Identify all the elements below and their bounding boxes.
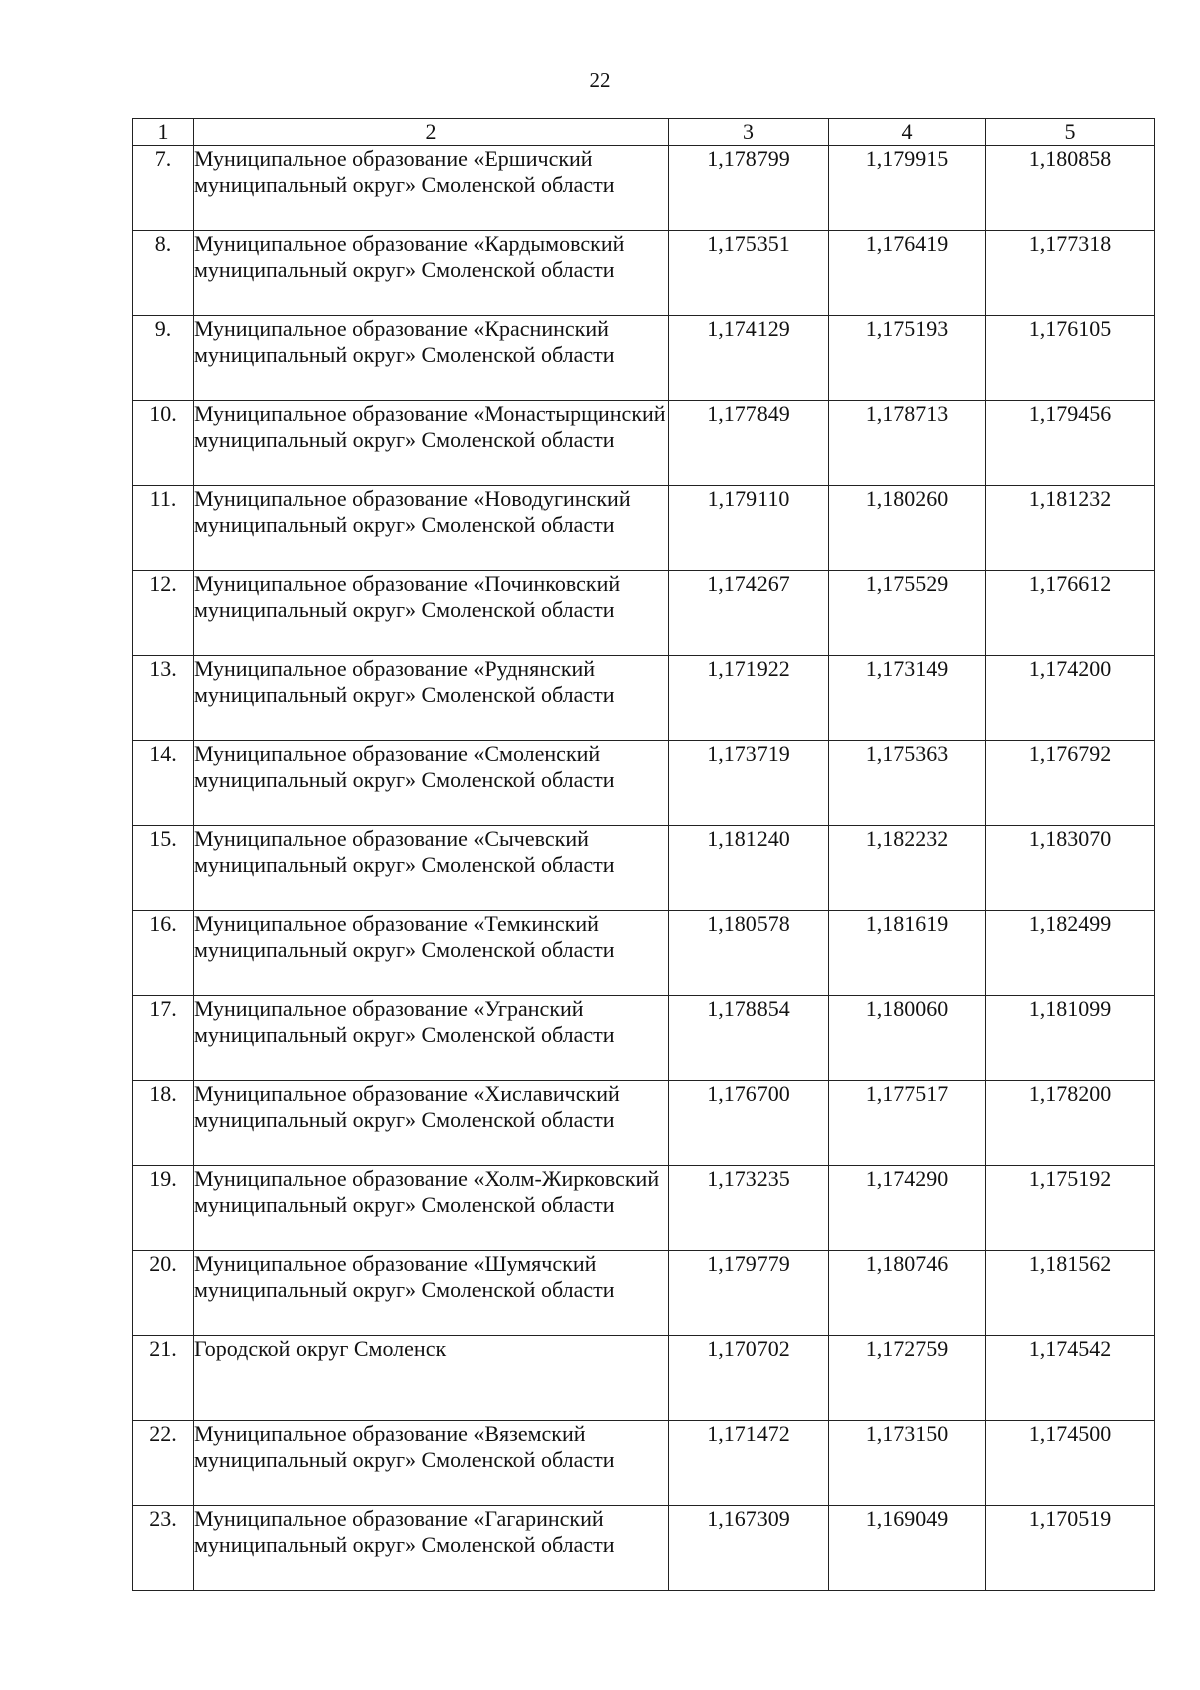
value-cell-col5: 1,183070 [986,826,1155,911]
value-cell-col3: 1,167309 [669,1506,829,1591]
table-row [133,1506,1155,1591]
value-cell-col3: 1,181240 [669,826,829,911]
value-cell-col3: 1,174267 [669,571,829,656]
value-cell-col4: 1,180260 [829,486,986,571]
value-cell-col5: 1,170519 [986,1506,1155,1591]
table-row [133,911,1155,996]
municipality-name-cell: Муниципальное образование «Шумячский муниципальный округ» Смоленской области [194,1251,669,1336]
value-cell-col5: 1,178200 [986,1081,1155,1166]
value-cell-col5: 1,175192 [986,1166,1155,1251]
table-row [133,571,1155,656]
table-row [133,401,1155,486]
column-header-2: 2 [194,119,669,146]
table-row [133,316,1155,401]
row-number-cell: 21. [133,1336,194,1421]
row-number-cell: 14. [133,741,194,826]
value-cell-col3: 1,179779 [669,1251,829,1336]
value-cell-col4: 1,173149 [829,656,986,741]
column-header-3: 3 [669,119,829,146]
value-cell-col3: 1,176700 [669,1081,829,1166]
table-row [133,741,1155,826]
table-row [133,146,1155,231]
row-number-cell: 15. [133,826,194,911]
value-cell-col4: 1,176419 [829,231,986,316]
value-cell-col5: 1,181099 [986,996,1155,1081]
municipality-name-cell: Муниципальное образование «Кардымовский муниципальный округ» Смоленской области [194,231,669,316]
row-number-cell: 8. [133,231,194,316]
header-row [133,119,1155,146]
table-row [133,996,1155,1081]
column-header-5: 5 [986,119,1155,146]
value-cell-col4: 1,169049 [829,1506,986,1591]
table-row [133,1336,1155,1421]
row-number-cell: 12. [133,571,194,656]
value-cell-col5: 1,180858 [986,146,1155,231]
table-row [133,656,1155,741]
value-cell-col3: 1,178854 [669,996,829,1081]
value-cell-col5: 1,181232 [986,486,1155,571]
municipality-name-cell: Муниципальное образование «Краснинский муниципальный округ» Смоленской области [194,316,669,401]
value-cell-col4: 1,180746 [829,1251,986,1336]
table-row [133,1421,1155,1506]
value-cell-col5: 1,179456 [986,401,1155,486]
value-cell-col3: 1,173235 [669,1166,829,1251]
row-number-cell: 16. [133,911,194,996]
municipality-name-cell: Муниципальное образование «Темкинский муниципальный округ» Смоленской области [194,911,669,996]
value-cell-col3: 1,173719 [669,741,829,826]
municipality-name-cell: Муниципальное образование «Холм-Жирковский муниципальный округ» Смоленской области [194,1166,669,1251]
row-number-cell: 18. [133,1081,194,1166]
row-number-cell: 17. [133,996,194,1081]
table-header [133,119,1155,146]
value-cell-col4: 1,181619 [829,911,986,996]
municipality-name-cell: Муниципальное образование «Новодугинский муниципальный округ» Смоленской области [194,486,669,571]
municipality-name-cell: Муниципальное образование «Вяземский муниципальный округ» Смоленской области [194,1421,669,1506]
value-cell-col5: 1,177318 [986,231,1155,316]
row-number-cell: 7. [133,146,194,231]
value-cell-col5: 1,174200 [986,656,1155,741]
table-body [133,146,1155,1591]
value-cell-col4: 1,175363 [829,741,986,826]
column-header-4: 4 [829,119,986,146]
row-number-cell: 23. [133,1506,194,1591]
value-cell-col3: 1,171472 [669,1421,829,1506]
table-row [133,231,1155,316]
value-cell-col5: 1,182499 [986,911,1155,996]
value-cell-col3: 1,177849 [669,401,829,486]
municipality-name-cell: Муниципальное образование «Смоленский муниципальный округ» Смоленской области [194,741,669,826]
municipality-name-cell: Муниципальное образование «Гагаринский муниципальный округ» Смоленской области [194,1506,669,1591]
value-cell-col4: 1,172759 [829,1336,986,1421]
row-number-cell: 10. [133,401,194,486]
value-cell-col3: 1,171922 [669,656,829,741]
table-row [133,826,1155,911]
municipality-name-cell: Муниципальное образование «Угранский муниципальный округ» Смоленской области [194,996,669,1081]
municipality-name-cell: Муниципальное образование «Руднянский муниципальный округ» Смоленской области [194,656,669,741]
value-cell-col3: 1,179110 [669,486,829,571]
coefficients-table [132,118,1155,1591]
row-number-cell: 20. [133,1251,194,1336]
row-number-cell: 11. [133,486,194,571]
table-row [133,486,1155,571]
value-cell-col4: 1,179915 [829,146,986,231]
value-cell-col5: 1,174542 [986,1336,1155,1421]
value-cell-col3: 1,180578 [669,911,829,996]
value-cell-col4: 1,174290 [829,1166,986,1251]
value-cell-col5: 1,176792 [986,741,1155,826]
value-cell-col5: 1,176105 [986,316,1155,401]
municipality-name-cell: Муниципальное образование «Хиславичский муниципальный округ» Смоленской области [194,1081,669,1166]
row-number-cell: 13. [133,656,194,741]
value-cell-col3: 1,170702 [669,1336,829,1421]
column-header-1: 1 [133,119,194,146]
value-cell-col3: 1,175351 [669,231,829,316]
municipality-name-cell: Муниципальное образование «Сычевский муниципальный округ» Смоленской области [194,826,669,911]
value-cell-col5: 1,181562 [986,1251,1155,1336]
value-cell-col4: 1,175529 [829,571,986,656]
value-cell-col4: 1,182232 [829,826,986,911]
row-number-cell: 19. [133,1166,194,1251]
value-cell-col4: 1,177517 [829,1081,986,1166]
value-cell-col3: 1,178799 [669,146,829,231]
value-cell-col4: 1,180060 [829,996,986,1081]
value-cell-col3: 1,174129 [669,316,829,401]
value-cell-col5: 1,174500 [986,1421,1155,1506]
municipality-name-cell: Муниципальное образование «Ершичский муниципальный округ» Смоленской области [194,146,669,231]
municipality-name-cell: Муниципальное образование «Починковский муниципальный округ» Смоленской области [194,571,669,656]
row-number-cell: 22. [133,1421,194,1506]
value-cell-col4: 1,178713 [829,401,986,486]
row-number-cell: 9. [133,316,194,401]
municipality-name-cell: Муниципальное образование «Монастырщинский муниципальный округ» Смоленской области [194,401,669,486]
value-cell-col4: 1,173150 [829,1421,986,1506]
page-number: 22 [589,68,611,92]
table-row [133,1166,1155,1251]
table-row [133,1251,1155,1336]
table-row [133,1081,1155,1166]
value-cell-col4: 1,175193 [829,316,986,401]
municipality-name-cell: Городской округ Смоленск [194,1336,669,1421]
value-cell-col5: 1,176612 [986,571,1155,656]
